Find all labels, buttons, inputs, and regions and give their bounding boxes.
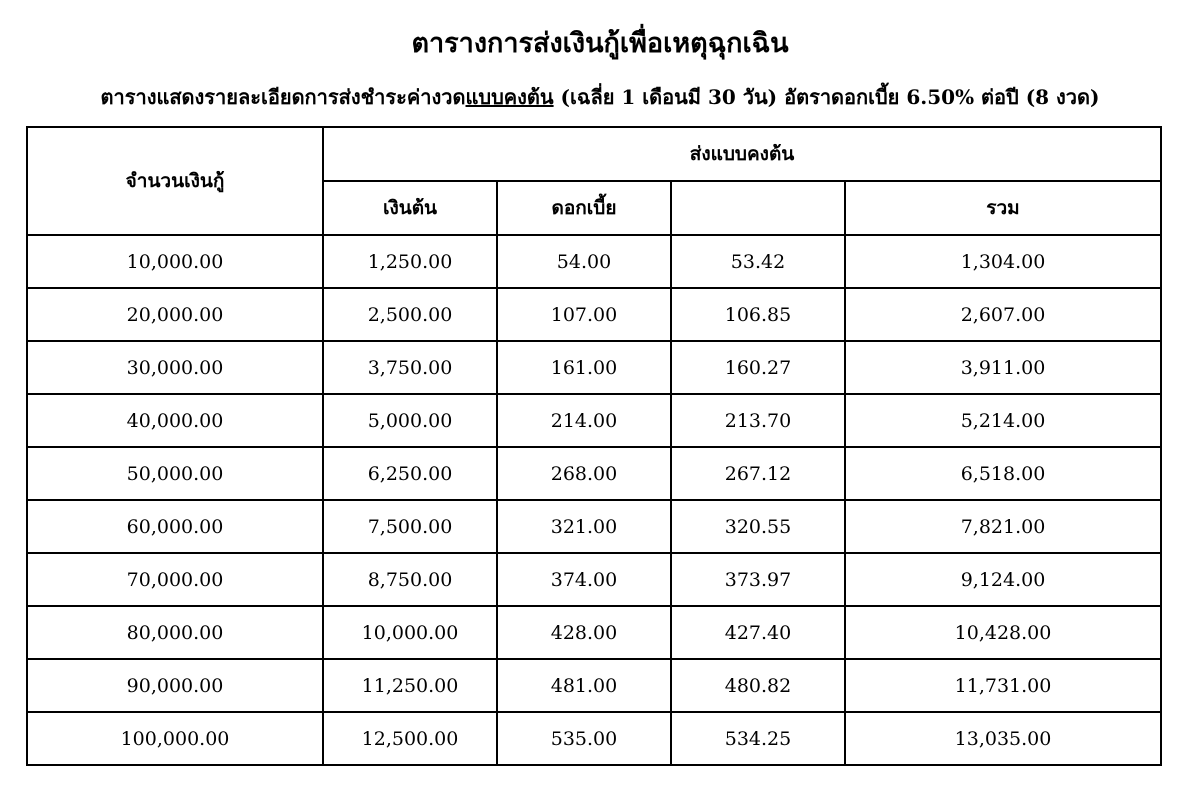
cell-interest: 268.00	[497, 447, 671, 500]
cell-total: 11,731.00	[845, 659, 1161, 712]
header-group-fixed-principal: ส่งแบบคงต้น	[323, 127, 1161, 181]
header-loan-amount: จำนวนเงินกู้	[27, 127, 323, 235]
cell-unlabeled-value: 267.12	[671, 447, 845, 500]
cell-unlabeled-value: 320.55	[671, 500, 845, 553]
cell-interest: 481.00	[497, 659, 671, 712]
cell-unlabeled-value: 106.85	[671, 288, 845, 341]
table-row	[27, 659, 1161, 712]
cell-principal: 2,500.00	[323, 288, 497, 341]
cell-unlabeled-value: 213.70	[671, 394, 845, 447]
cell-principal: 7,500.00	[323, 500, 497, 553]
cell-loan-amount: 20,000.00	[27, 288, 323, 341]
cell-interest: 535.00	[497, 712, 671, 765]
cell-principal: 10,000.00	[323, 606, 497, 659]
cell-total: 10,428.00	[845, 606, 1161, 659]
document-title: ตารางการส่งเงินกู้เพื่อเหตุฉุกเฉิน	[411, 28, 789, 59]
cell-loan-amount: 80,000.00	[27, 606, 323, 659]
cell-interest: 161.00	[497, 341, 671, 394]
header-blank	[671, 181, 845, 235]
cell-unlabeled-value: 480.82	[671, 659, 845, 712]
table-row	[27, 288, 1161, 341]
table-row	[27, 500, 1161, 553]
table-row	[27, 606, 1161, 659]
table-row	[27, 712, 1161, 765]
table-row	[27, 235, 1161, 288]
cell-interest: 321.00	[497, 500, 671, 553]
header-principal: เงินต้น	[323, 181, 497, 235]
cell-principal: 12,500.00	[323, 712, 497, 765]
cell-unlabeled-value: 534.25	[671, 712, 845, 765]
cell-principal: 3,750.00	[323, 341, 497, 394]
cell-total: 6,518.00	[845, 447, 1161, 500]
table-row	[27, 341, 1161, 394]
table-row	[27, 447, 1161, 500]
cell-principal: 5,000.00	[323, 394, 497, 447]
cell-principal: 11,250.00	[323, 659, 497, 712]
cell-total: 13,035.00	[845, 712, 1161, 765]
cell-interest: 54.00	[497, 235, 671, 288]
cell-interest: 428.00	[497, 606, 671, 659]
header-interest: ดอกเบี้ย	[497, 181, 671, 235]
cell-total: 7,821.00	[845, 500, 1161, 553]
cell-unlabeled-value: 427.40	[671, 606, 845, 659]
cell-total: 5,214.00	[845, 394, 1161, 447]
cell-unlabeled-value: 373.97	[671, 553, 845, 606]
cell-loan-amount: 70,000.00	[27, 553, 323, 606]
cell-total: 2,607.00	[845, 288, 1161, 341]
cell-loan-amount: 40,000.00	[27, 394, 323, 447]
cell-principal: 8,750.00	[323, 553, 497, 606]
cell-loan-amount: 90,000.00	[27, 659, 323, 712]
cell-interest: 374.00	[497, 553, 671, 606]
cell-unlabeled-value: 160.27	[671, 341, 845, 394]
cell-total: 3,911.00	[845, 341, 1161, 394]
cell-unlabeled-value: 53.42	[671, 235, 845, 288]
cell-principal: 6,250.00	[323, 447, 497, 500]
cell-loan-amount: 30,000.00	[27, 341, 323, 394]
table-row	[27, 553, 1161, 606]
cell-loan-amount: 60,000.00	[27, 500, 323, 553]
cell-interest: 214.00	[497, 394, 671, 447]
subtitle-text-before: ตารางแสดงรายละเอียดการส่งชำระค่างวด	[100, 85, 466, 109]
table-header-row	[27, 127, 1161, 181]
subtitle-text-after: (เฉลี่ย 1 เดือนมี 30 วัน) อัตราดอกเบี้ย 6.50% ต่อปี (8 งวด)	[553, 85, 1100, 109]
table-row	[27, 394, 1161, 447]
cell-loan-amount: 50,000.00	[27, 447, 323, 500]
cell-total: 1,304.00	[845, 235, 1161, 288]
cell-total: 9,124.00	[845, 553, 1161, 606]
cell-loan-amount: 10,000.00	[27, 235, 323, 288]
loan-repayment-table	[26, 126, 1162, 766]
cell-interest: 107.00	[497, 288, 671, 341]
cell-loan-amount: 100,000.00	[27, 712, 323, 765]
subtitle-underlined-text: แบบคงต้น	[465, 85, 554, 109]
document-subtitle	[0, 82, 1200, 112]
header-total: รวม	[845, 181, 1161, 235]
cell-principal: 1,250.00	[323, 235, 497, 288]
